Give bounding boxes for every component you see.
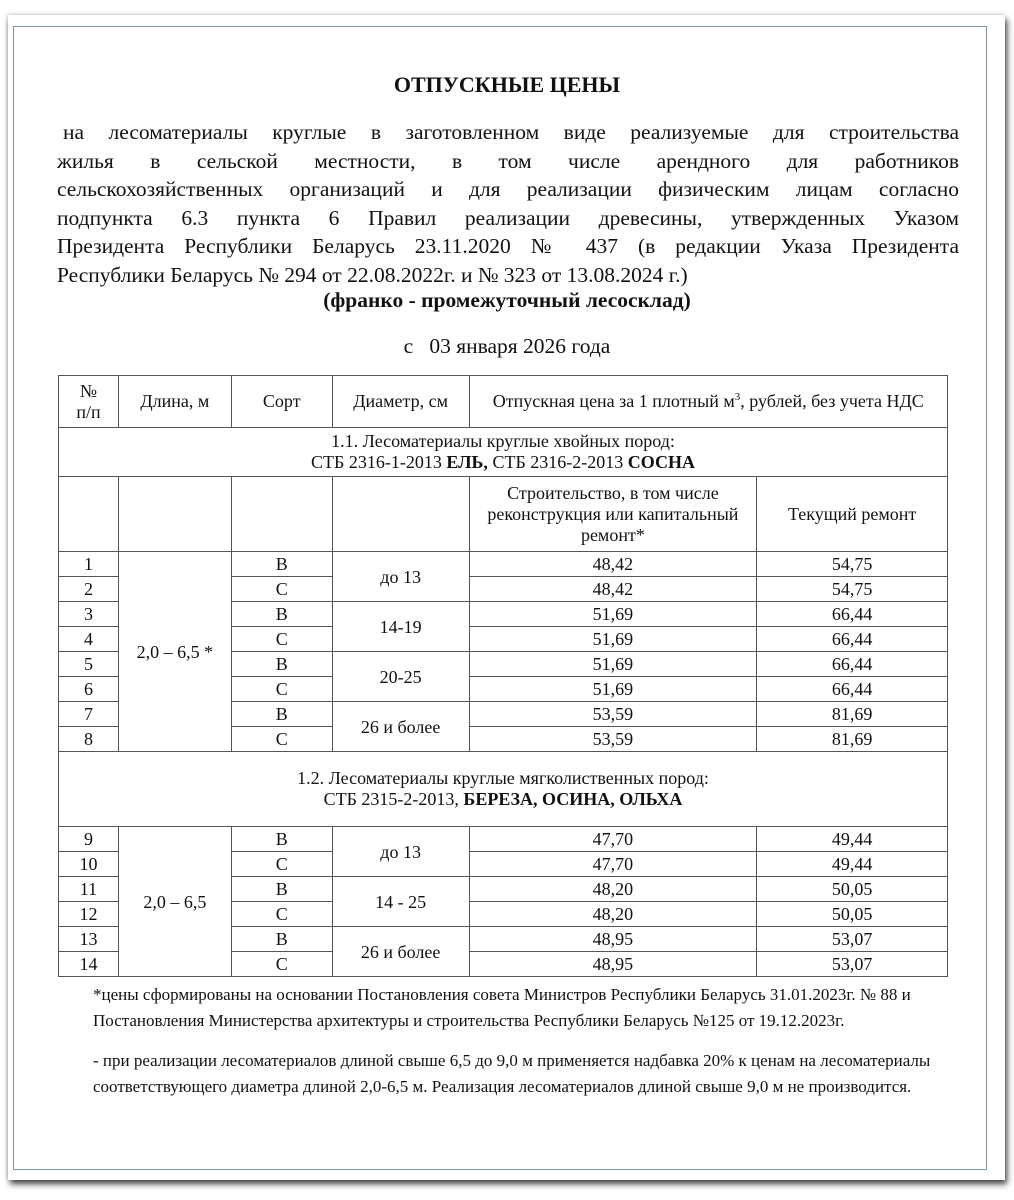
section-title-line1: 1.2. Лесоматериалы круглые мягколиственных пород: — [297, 768, 709, 788]
construction-price-cell: 47,70 — [469, 852, 757, 877]
grade-cell: С — [231, 677, 332, 702]
construction-price-cell: 48,20 — [469, 877, 757, 902]
construction-price-cell: 51,69 — [469, 602, 757, 627]
row-number: 10 — [59, 852, 119, 877]
row-number: 13 — [59, 927, 119, 952]
header-diameter: Диаметр, см — [332, 376, 469, 428]
empty-cell — [231, 477, 332, 552]
section-standard-text: БЕРЕЗА, ОСИНА, ОЛЬХА — [463, 789, 683, 809]
construction-price-cell: 48,95 — [469, 952, 757, 977]
diameter-cell: 14-19 — [332, 602, 469, 652]
row-number: 1 — [59, 552, 119, 577]
price-subheader-row — [59, 477, 948, 552]
diameter-cell: 26 и более — [332, 702, 469, 752]
header-price: Отпускная цена за 1 плотный $м^3$, рублей, без учета НДС — [469, 376, 947, 428]
section-standard-text: СТБ 2316-1-2013 — [311, 452, 447, 472]
row-number: 11 — [59, 877, 119, 902]
row-number: 5 — [59, 652, 119, 677]
construction-price-cell: 51,69 — [469, 627, 757, 652]
construction-price-cell: 53,59 — [469, 727, 757, 752]
repair-price-cell: 50,05 — [757, 902, 948, 927]
header-num: № п/п — [59, 376, 119, 428]
empty-cell — [332, 477, 469, 552]
construction-price-cell: 47,70 — [469, 827, 757, 852]
footnote-length-surcharge: - при реализации лесоматериалов длиной свыше 6,5 до 9,0 м применяется надбавка 20% к ценам на лесоматериалы соответствующего диаметра длиной 2,0-6,5 м. Реализация лесоматериалов длиной свыше 9,0 м не производится. — [93, 1051, 931, 1096]
section-title-line1: 1.1. Лесоматериалы круглые хвойных пород: — [331, 431, 675, 451]
table-header-row — [59, 376, 948, 428]
construction-price-cell: 51,69 — [469, 652, 757, 677]
repair-price-cell: 54,75 — [757, 577, 948, 602]
repair-price-cell: 49,44 — [757, 827, 948, 852]
row-number: 3 — [59, 602, 119, 627]
table-row — [59, 552, 948, 577]
construction-price-cell: 51,69 — [469, 677, 757, 702]
repair-price-cell: 53,07 — [757, 952, 948, 977]
section-title — [59, 752, 948, 827]
construction-price-cell: 48,42 — [469, 552, 757, 577]
diameter-cell: 20-25 — [332, 652, 469, 702]
section-title — [59, 428, 948, 477]
row-number: 14 — [59, 952, 119, 977]
construction-price-cell: 53,59 — [469, 702, 757, 727]
empty-cell — [118, 477, 231, 552]
row-number: 9 — [59, 827, 119, 852]
footnotes — [93, 982, 953, 1114]
repair-price-cell: 49,44 — [757, 852, 948, 877]
repair-price-cell: 50,05 — [757, 877, 948, 902]
row-number: 7 — [59, 702, 119, 727]
grade-cell: В — [231, 827, 332, 852]
row-number: 6 — [59, 677, 119, 702]
intro-line: жилья в сельской местности, в том числе арендного для работников — [57, 148, 959, 173]
grade-cell: С — [231, 727, 332, 752]
header-construction-price: Строительство, в том числе реконструкция или капитальный ремонт* — [469, 477, 757, 552]
row-number: 2 — [59, 577, 119, 602]
grade-cell: В — [231, 602, 332, 627]
length-cell: 2,0 – 6,5 * — [118, 552, 231, 752]
effective-date: с 03 января 2026 года — [403, 334, 611, 358]
section-standard-text: СТБ 2315-2-2013, — [323, 789, 464, 809]
table-row — [59, 827, 948, 852]
grade-cell: В — [231, 652, 332, 677]
grade-cell: В — [231, 552, 332, 577]
grade-cell: В — [231, 702, 332, 727]
grade-cell: В — [231, 927, 332, 952]
header-grade: Сорт — [231, 376, 332, 428]
construction-price-cell: 48,42 — [469, 577, 757, 602]
empty-cell — [59, 477, 119, 552]
intro-line: Президента Республики Беларусь 23.11.2020 № 437 (в редакции Указа Президента — [57, 234, 959, 258]
row-number: 8 — [59, 727, 119, 752]
document-title: ОТПУСКНЫЕ ЦЕНЫ — [393, 72, 621, 97]
row-number: 4 — [59, 627, 119, 652]
grade-cell: С — [231, 577, 332, 602]
construction-price-cell: 48,20 — [469, 902, 757, 927]
repair-price-cell: 53,07 — [757, 927, 948, 952]
section-standard-text: СТБ 2316-2-2013 — [487, 452, 628, 472]
repair-price-cell: 54,75 — [757, 552, 948, 577]
section-header-row — [59, 428, 948, 477]
grade-cell: С — [231, 627, 332, 652]
row-number: 12 — [59, 902, 119, 927]
grade-cell: С — [231, 952, 332, 977]
footnote-legal-basis: *цены сформированы на основании Постановления совета Министров Республики Беларусь 31.01.2023г. № 88 и Постановления Министерства архитектуры и строительства Республики Беларусь №125 от 19.12.2023г. — [93, 985, 911, 1030]
grade-cell: С — [231, 902, 332, 927]
diameter-cell: до 13 — [332, 552, 469, 602]
grade-cell: С — [231, 852, 332, 877]
repair-price-cell: 66,44 — [757, 652, 948, 677]
intro-line: Республики Беларусь № 294 от 22.08.2022г. и № 323 от 13.08.2024 г.) — [57, 262, 688, 287]
intro-line: подпункта 6.3 пункта 6 Правил реализации древесины, утвержденных Указом — [57, 205, 959, 230]
repair-price-cell: 81,69 — [757, 727, 948, 752]
section-standard-text: ЕЛЬ, — [446, 452, 488, 472]
diameter-cell: 14 - 25 — [332, 877, 469, 927]
repair-price-cell: 66,44 — [757, 677, 948, 702]
diameter-cell: до 13 — [332, 827, 469, 877]
intro-paragraph — [57, 118, 959, 289]
construction-price-cell: 48,95 — [469, 927, 757, 952]
header-length: Длина, м — [118, 376, 231, 428]
intro-line: на лесоматериалы круглые в заготовленном виде реализуемые для строительства — [63, 120, 959, 144]
section-header-row — [59, 752, 948, 827]
price-table — [58, 375, 948, 977]
diameter-cell: 26 и более — [332, 927, 469, 977]
repair-price-cell: 66,44 — [757, 627, 948, 652]
section-standard-text: СОСНА — [627, 452, 695, 472]
delivery-terms: (франко - промежуточный лесосклад) — [323, 288, 691, 312]
repair-price-cell: 81,69 — [757, 702, 948, 727]
header-repair-price: Текущий ремонт — [757, 477, 948, 552]
length-cell: 2,0 – 6,5 — [118, 827, 231, 977]
grade-cell: В — [231, 877, 332, 902]
intro-line: сельскохозяйственных организаций и для реализации физическим лицам согласно — [57, 177, 959, 201]
repair-price-cell: 66,44 — [757, 602, 948, 627]
